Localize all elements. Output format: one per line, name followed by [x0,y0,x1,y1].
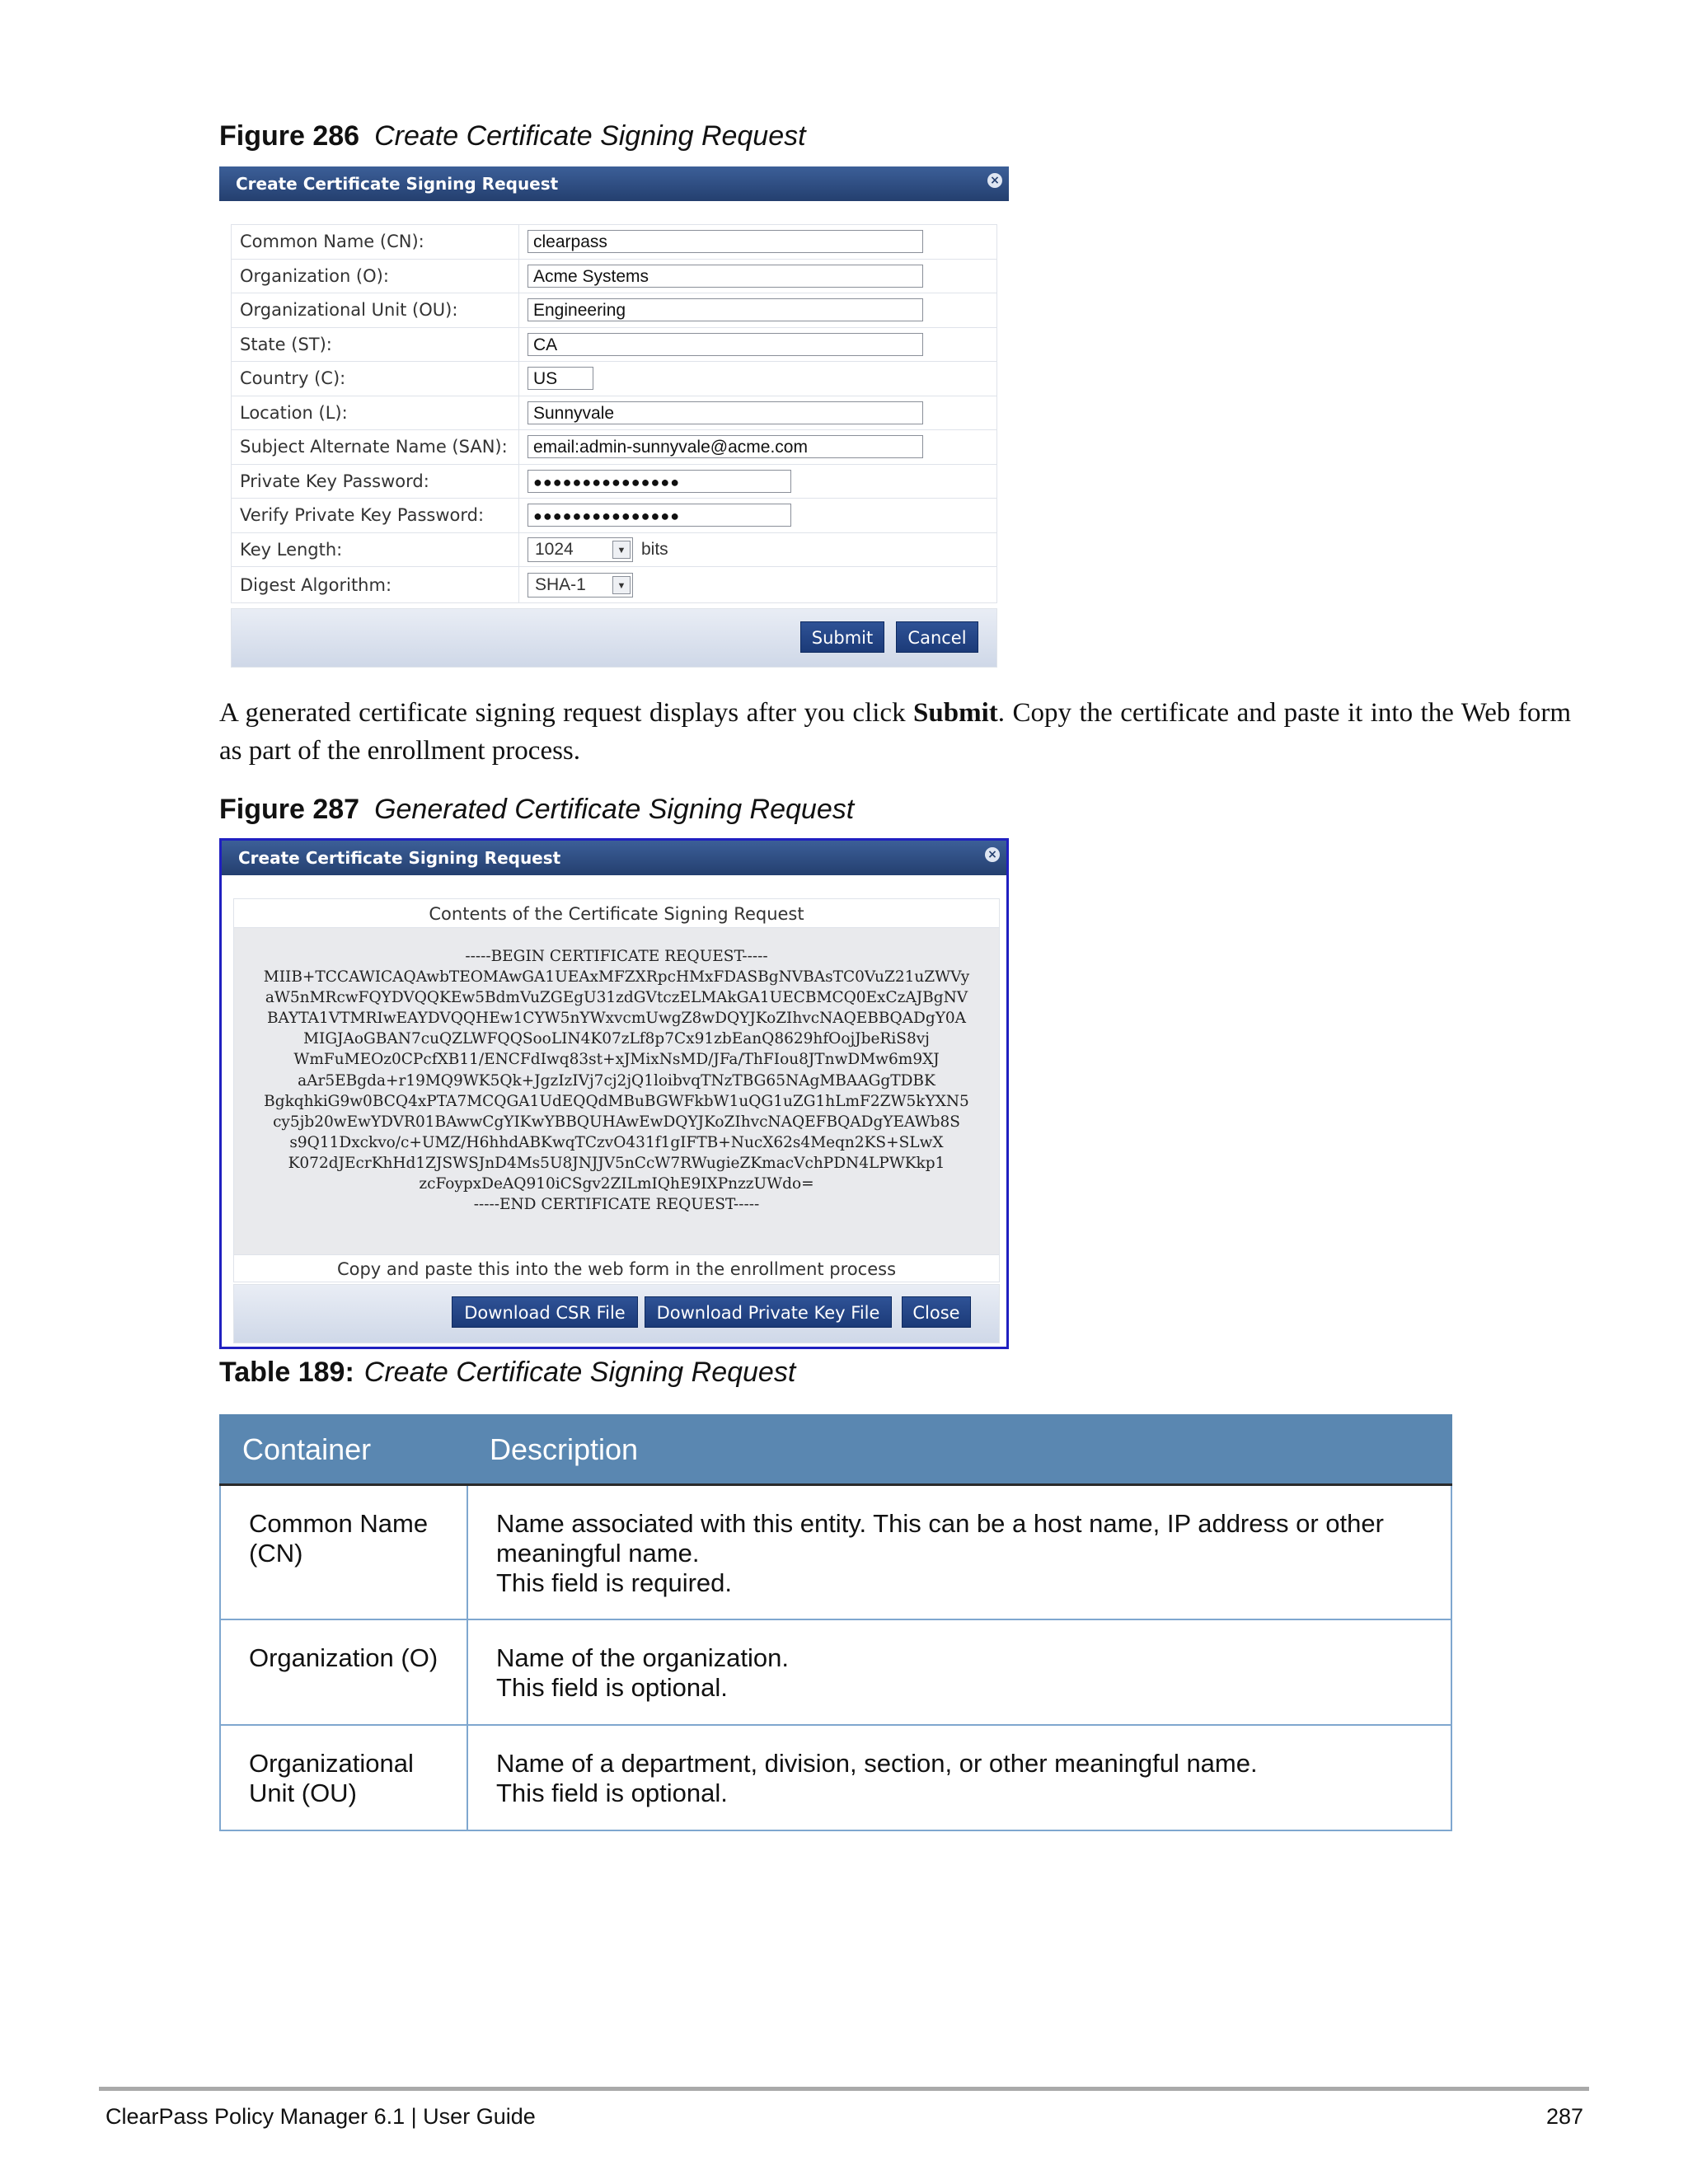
dialog-title: Create Certificate Signing Request [238,848,561,868]
paragraph-bold: Submit [913,698,998,728]
download-private-key-button[interactable]: Download Private Key File [645,1296,892,1328]
field-label: Private Key Password: [232,464,519,499]
container-cell: Organization (O) [220,1619,467,1725]
table-row [220,1725,1451,1830]
description-line: Name associated with this entity. This can be a host name, IP address or other meaningful name. [496,1508,1384,1568]
container-cell: Organizational Unit (OU) [220,1725,467,1830]
description-line: This field is required. [496,1568,733,1597]
csr-form-dialog [219,166,1009,669]
close-icon[interactable]: × [985,847,1000,862]
cancel-button[interactable]: Cancel [896,621,978,653]
field-label: Country (C): [232,362,519,396]
field-label: Digest Algorithm: [232,567,519,603]
field-label: Subject Alternate Name (SAN): [232,430,519,465]
form-row-organization [232,259,997,293]
figure-286-caption [219,120,806,152]
form-row-state [232,327,997,362]
organizational-unit-input[interactable]: Engineering [528,298,923,321]
form-row-common-name [232,225,997,260]
table-header-row [220,1415,1451,1484]
form-row-verify-password [232,499,997,533]
description-line: This field is optional. [496,1779,728,1807]
close-button[interactable]: Close [902,1296,971,1328]
field-label: Location (L): [232,396,519,430]
column-header: Description [467,1415,1451,1484]
description-cell [467,1619,1451,1725]
form-row-key-length [232,532,997,567]
container-cell: Common Name (CN) [220,1484,467,1619]
digest-algorithm-select[interactable] [528,573,633,598]
form-row-san [232,430,997,465]
location-input[interactable]: Sunnyvale [528,401,923,424]
column-header: Container [220,1415,467,1484]
state-input[interactable]: CA [528,333,923,356]
description-cell [467,1484,1451,1619]
verify-password-input[interactable]: ●●●●●●●●●●●●●●● [528,504,791,527]
container-description-table [219,1414,1452,1831]
form-row-digest-algorithm [232,567,997,603]
dialog-footer [231,608,997,668]
private-key-password-input[interactable]: ●●●●●●●●●●●●●●● [528,470,791,493]
dialog-title-bar [222,841,1006,875]
table-title: Create Certificate Signing Request [363,1357,796,1388]
download-csr-button[interactable]: Download CSR File [452,1296,638,1328]
close-icon[interactable]: × [987,173,1002,188]
footer-rule [99,2087,1589,2091]
description-line: This field is optional. [496,1673,728,1702]
csr-text: -----BEGIN CERTIFICATE REQUEST----- MIIB+TCCAWICAQAwbTEOMAwGA1UEAxMFZXRpcHMxFDASBgNVBAsTC0VuZ21uZWVy aW5nMRcwFQYDVQQKEw5BdmVuZGEgU31zdGVtczELMAkGA1UECBMCQ0ExCzAJBgNV BAYTA1VTMRIwEAYDVQQHEw1CYW5nYWxvcmUwgZ8wDQYJKoZIhvcNAQEBBQADgY0A MIGJAoGBAN7cuQZLWFQQSooLIN4K07zLf8p7Cx91zbEanQ8629hfOojJbeRiS8vj WmFuMEOz0CPcfXB11/ENCFdIwq83st+xJMixNsMD/JFa/ThFIou8JTnwDMw6m9XJ aAr5EBgda+r19MQ9WK5Qk+JgzIzIVj7cj2jQ1loibvqTNzTBG65NAgMBAAGgTDBK BgkqhkiG9w0BCQ4xPTA7MCQGA1UdEQQdMBuBGWFkbW1uQG1uZG1hLmF2ZW5kYXN5 cy5jb20wEwYDVR01BAwwCgYIKwYBBQUHAwEwDQYJKoZIhvcNAQEFBQADgYEAWb8S s9Q11Dxckvo/c+UMZ/H6hhdABKwqTCzvO431f1gIFTB+NucX62s4Meqn2KS+SLwX K072dJEcrKhHd1ZJSWSJnD4Ms5U8JNJJV5nCcW7RWugieZKmacVchPDN4LPWKkp1 zcFoypxDeAQ910iCSgv2ZILmIQhE9IXPnzzUWdo= -----END CERTIFICATE REQUEST----- [263,948,970,1214]
field-label: Organizational Unit (OU): [232,293,519,328]
organization-input[interactable]: Acme Systems [528,265,923,288]
select-value: 1024 [535,539,574,559]
dialog-title: Create Certificate Signing Request [236,174,559,194]
csr-instruction: Copy and paste this into the web form in the enrollment process [233,1254,1000,1282]
chevron-down-icon[interactable]: ▼ [612,541,631,559]
figure-287-caption [219,793,854,826]
paragraph-text: A generated certificate signing request displays after you click [219,698,914,728]
field-label: Verify Private Key Password: [232,499,519,533]
table-189-caption [219,1356,795,1389]
figure-label: Figure 286 [219,120,360,152]
footer-guide-title: ClearPass Policy Manager 6.1 | User Guide [106,2104,536,2129]
page-number: 287 [1545,2104,1583,2129]
csr-contents-heading: Contents of the Certificate Signing Request [233,898,1000,928]
csr-text-area[interactable] [233,928,1000,1265]
common-name-input[interactable]: clearpass [528,230,923,253]
field-label: Key Length: [232,532,519,567]
description-cell [467,1725,1451,1830]
dialog-title-bar [219,166,1009,201]
body-paragraph [219,694,1571,770]
generated-csr-dialog [219,838,1009,1349]
key-length-unit: bits [641,539,668,559]
table-row [220,1619,1451,1725]
form-row-location [232,396,997,430]
field-label: Organization (O): [232,259,519,293]
key-length-select[interactable] [528,537,633,562]
select-value: SHA-1 [535,574,586,594]
country-input[interactable]: US [528,367,593,390]
csr-form-table [231,224,997,603]
form-row-country [232,362,997,396]
submit-button[interactable]: Submit [800,621,884,653]
table-row [220,1484,1451,1619]
table-label: Table 189: [219,1357,354,1388]
chevron-down-icon[interactable]: ▼ [612,576,631,594]
san-input[interactable]: email:admin-sunnyvale@acme.com [528,435,923,458]
paragraph-text: . Copy the certificate and paste it into the Web form as part of the enrollment process. [219,698,1571,766]
dialog-footer [233,1284,1000,1343]
form-row-organizational-unit [232,293,997,328]
description-line: Name of the organization. [496,1643,789,1672]
figure-title: Generated Certificate Signing Request [374,794,855,825]
form-row-private-key-password [232,464,997,499]
field-label: State (ST): [232,327,519,362]
description-line: Name of a department, division, section, or other meaningful name. [496,1749,1258,1778]
figure-label: Figure 287 [219,794,360,825]
figure-title: Create Certificate Signing Request [374,120,806,152]
field-label: Common Name (CN): [232,225,519,260]
